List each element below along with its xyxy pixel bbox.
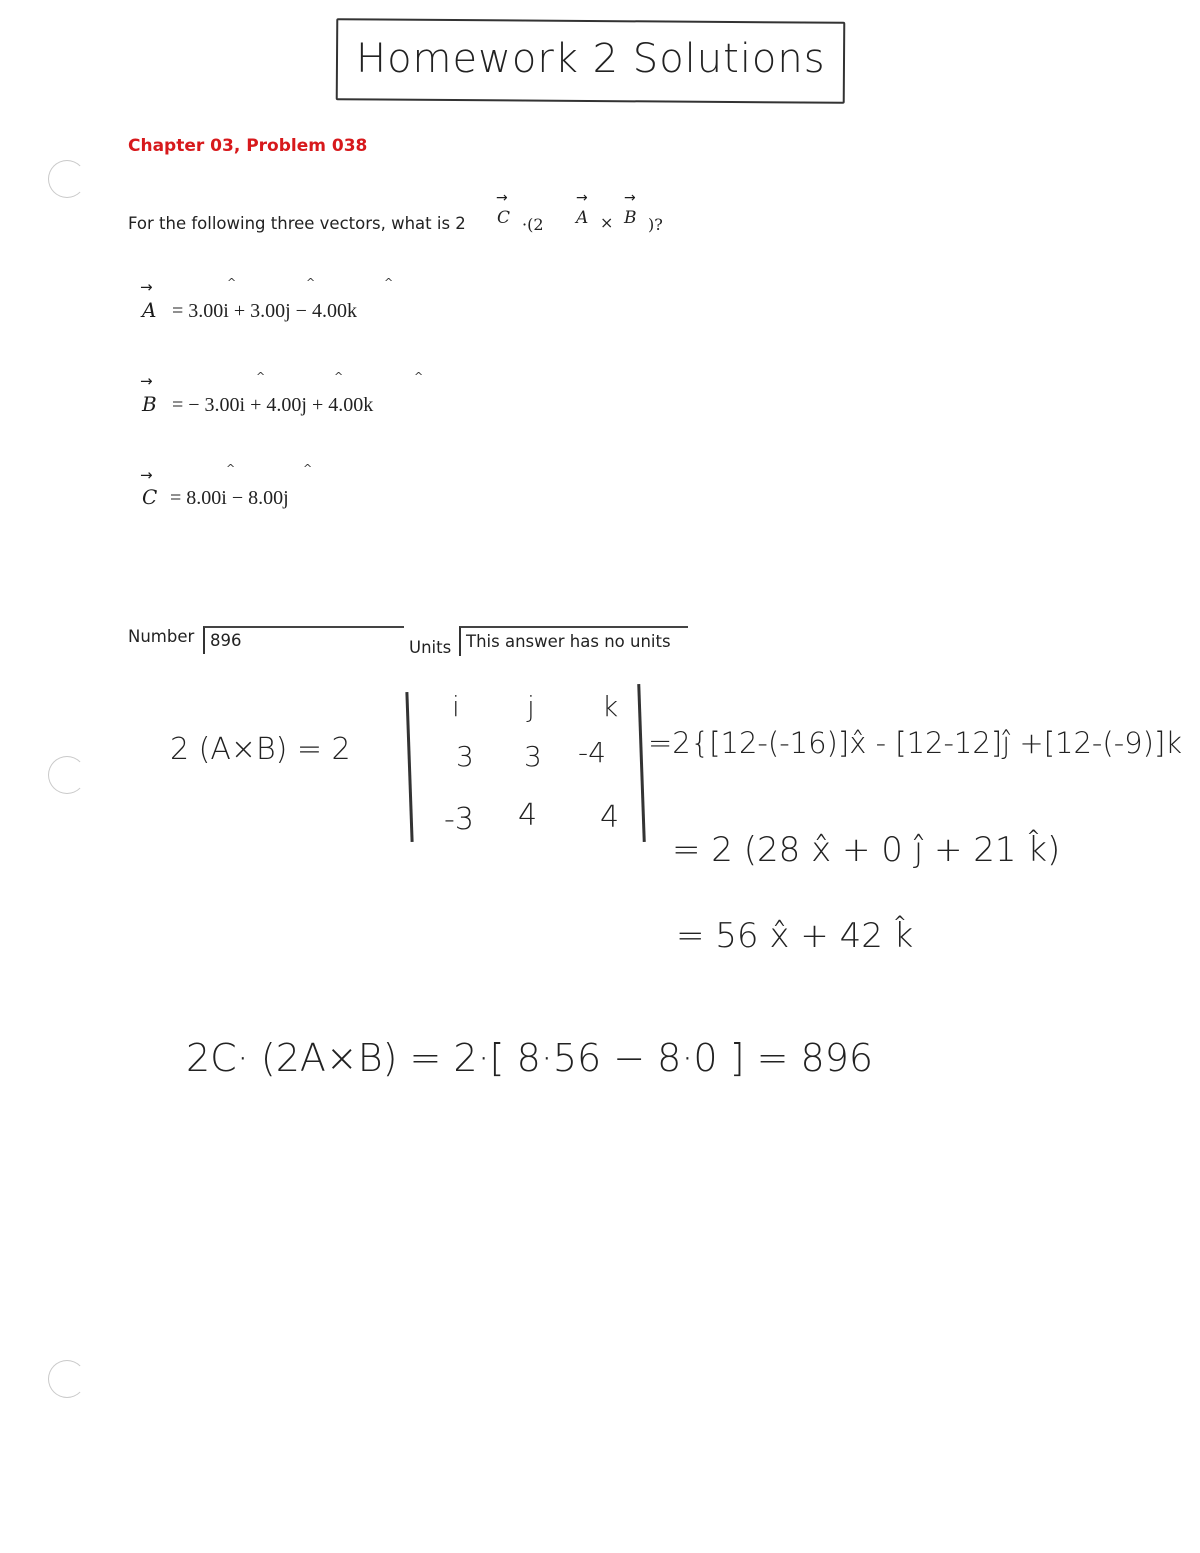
- units-label: Units: [409, 638, 452, 657]
- hw-step-2: = 2 (28 x̂ + 0 ĵ + 21 k̂): [672, 830, 1061, 870]
- arrow-b-icon: →: [624, 190, 636, 206]
- number-label: Number: [128, 627, 195, 646]
- question-dot-paren: ·(2: [522, 215, 544, 234]
- hw-expansion: =2{[12-(-16)]x̂ - [12-12]ĵ +[12-(-9)]k: [648, 726, 1183, 760]
- question-cross: ×: [600, 213, 614, 232]
- binder-hole-middle: [48, 756, 86, 794]
- vector-b-expression: = − 3.00i + 4.00j + 4.00k: [172, 394, 374, 416]
- question-vector-b: B: [624, 208, 637, 228]
- vector-a-symbol: A: [142, 298, 157, 322]
- matrix-cell: -3: [444, 802, 474, 837]
- hw-cross-product-lhs: 2 (A×B) = 2: [170, 732, 351, 767]
- hw-step-3: = 56 x̂ + 42 k̂: [676, 916, 914, 956]
- page-title: Homework 2 Solutions: [356, 36, 826, 82]
- arrow-a-icon: →: [576, 190, 588, 206]
- vector-a-arrow-icon: →: [140, 278, 153, 296]
- det-left-bar: [405, 692, 413, 842]
- hat-icon: ^: [227, 276, 237, 289]
- vector-b-symbol: B: [142, 392, 157, 416]
- hat-icon: ^: [256, 370, 266, 383]
- vector-c-symbol: C: [142, 485, 158, 509]
- units-field[interactable]: This answer has no units: [459, 626, 688, 656]
- hw-final-dot-product: 2C· (2A×B) = 2·[ 8·56 − 8·0 ] = 896: [186, 1036, 874, 1080]
- matrix-cell: 3: [524, 740, 542, 773]
- hat-icon: ^: [384, 276, 394, 289]
- matrix-cell: 4: [518, 798, 538, 833]
- vector-a-expression: = 3.00i + 3.00j − 4.00k: [172, 300, 357, 322]
- question-close: )?: [648, 215, 663, 234]
- binder-hole-top: [48, 160, 86, 198]
- vector-c-arrow-icon: →: [140, 466, 153, 484]
- vector-c-expression: = 8.00i − 8.00j: [170, 487, 289, 509]
- matrix-cell: i: [452, 690, 460, 723]
- det-right-bar: [637, 684, 646, 842]
- question-vector-c: C: [497, 208, 511, 228]
- chapter-heading: Chapter 03, Problem 038: [128, 136, 368, 156]
- binder-hole-bottom: [48, 1360, 86, 1398]
- vector-b-arrow-icon: →: [140, 372, 153, 390]
- hat-icon: ^: [306, 276, 316, 289]
- question-text: For the following three vectors, what is 2: [128, 214, 466, 233]
- hat-icon: ^: [334, 370, 344, 383]
- hat-icon: ^: [414, 370, 424, 383]
- arrow-c-icon: →: [496, 190, 508, 206]
- matrix-cell: 4: [600, 800, 620, 835]
- matrix-cell: j: [527, 690, 535, 723]
- hat-icon: ^: [226, 462, 236, 475]
- matrix-cell: -4: [578, 736, 606, 769]
- matrix-cell: k: [602, 690, 619, 723]
- hat-icon: ^: [303, 462, 313, 475]
- number-input[interactable]: 896: [203, 626, 404, 654]
- question-vector-a: A: [576, 208, 589, 228]
- matrix-cell: 3: [456, 740, 474, 773]
